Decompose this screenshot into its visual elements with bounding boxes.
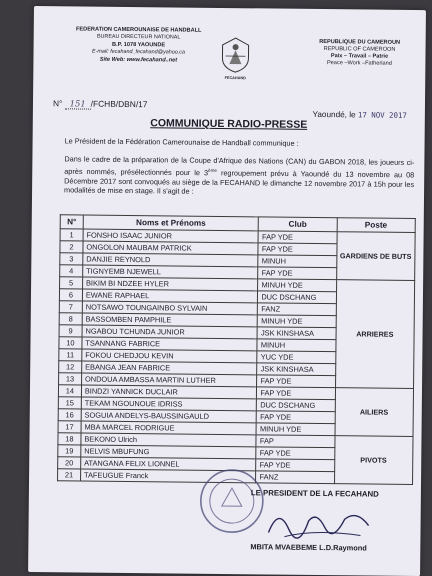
body-paragraph: [64, 154, 414, 198]
player-club: MINUH YDE: [258, 315, 336, 328]
player-club: JSK KINSHASA: [257, 363, 335, 376]
player-club: FAP YDE: [257, 375, 335, 388]
handwritten-signature-icon: [264, 502, 374, 543]
player-name: ONGOLON MAUBAM PATRICK: [83, 241, 259, 255]
position-group: GARDIENS DE BUTS: [336, 232, 415, 281]
player-club: FAP YDE: [256, 447, 334, 460]
emblem-label: FECAHAND: [224, 75, 246, 81]
player-name: TIGNYEMB NJEWELL: [83, 265, 259, 279]
federation-bureau: BUREAU DIRECTEUR NATIONAL: [96, 34, 181, 41]
row-number: 9: [59, 325, 82, 337]
position-group: AILIERS: [335, 388, 414, 437]
reference-suffix: /FCHB/DBN/17: [90, 98, 148, 110]
player-club: FANZ: [256, 471, 334, 484]
player-table: [57, 214, 416, 485]
signatory-name: MBITA MVAEBEME L.D.Raymond: [250, 542, 367, 553]
player-name: DANJIE REYNOLD: [83, 253, 259, 267]
row-number: 16: [58, 409, 81, 421]
row-number: 12: [59, 361, 82, 373]
player-club: FAP YDE: [258, 231, 336, 244]
republic-header: [309, 39, 409, 68]
player-name: NOTSAWO TOUNGAINBO SYLVAIN: [82, 301, 258, 315]
row-number: 14: [58, 385, 81, 397]
player-club: FANZ: [258, 303, 336, 316]
player-club: JSK KINSHASA: [257, 327, 335, 340]
header-number: N°: [60, 215, 83, 229]
row-number: 6: [59, 289, 82, 301]
row-number: 7: [59, 301, 82, 313]
player-club: DUC DSCHANG: [257, 399, 335, 412]
player-name: MBA MARCEL RODRIGUE: [81, 421, 257, 435]
motto-en: Peace –Work –Fatherland: [326, 60, 392, 67]
player-name: TSANNANG FABRICE: [82, 337, 258, 351]
federation-header: [63, 26, 213, 65]
player-club: YUC YDE: [257, 351, 335, 364]
reference-number: [53, 98, 148, 110]
motto-fr: Paix – Travail – Patrie: [330, 53, 389, 60]
row-number: 20: [58, 457, 81, 469]
federation-email: E-mail: fecahand_fecahand@yahoo.ca: [91, 48, 186, 56]
player-name: EBANGA JEAN FABRICE: [82, 361, 258, 375]
republic-en: REPUBLIC OF CAMEROON: [323, 46, 396, 53]
player-name: BIKIM BI NDZEE HYLER: [82, 277, 258, 291]
row-number: 1: [60, 229, 83, 241]
date-place: Yaoundé, le: [312, 109, 356, 120]
player-club: FAP: [256, 435, 334, 448]
reference-prefix: N°: [52, 98, 63, 109]
player-club: MINUH YDE: [256, 423, 334, 436]
header-club: Club: [259, 217, 337, 232]
row-number: 2: [60, 241, 83, 253]
player-name: NELVIS MBUFUNG: [81, 445, 257, 459]
player-name: TEKAM NGOUNOUE IDRISS: [81, 397, 257, 411]
player-name: NGABOU TCHUNDA JUNIOR: [82, 325, 258, 339]
player-name: BASSOMBEN PAMPHILE: [82, 313, 258, 327]
player-name: EWANE RAPHAEL: [82, 289, 258, 303]
player-name: FONSHO ISAAC JUNIOR: [83, 229, 259, 243]
fecahand-emblem-icon: [219, 36, 251, 74]
official-seal-icon: [196, 466, 267, 537]
position-group: ARRIERES: [335, 280, 415, 389]
player-club: FAP YDE: [257, 411, 335, 424]
federation-name: FEDERATION CAMEROUNAISE DE HANDBALL: [75, 26, 202, 34]
document-page: [28, 6, 426, 576]
player-club: DUC DSCHANG: [258, 291, 336, 304]
row-number: 13: [59, 373, 82, 385]
paragraph-sup: ème: [208, 167, 218, 173]
header-name: Noms et Prénoms: [83, 215, 259, 231]
republic-fr: REPUBLIQUE DU CAMEROUN: [319, 38, 401, 46]
row-number: 11: [59, 349, 82, 361]
paragraph-part1: Dans le cadre de la préparation de la Coupe d'Afrique des Nations (CAN) du GABON 2018, les joueurs ci-après nommés, présélectionnés pour le 3: [64, 154, 415, 177]
player-name: SOGUIA ANDELYS-BAUSSINGAULD: [81, 409, 257, 423]
header-position: Poste: [337, 218, 416, 233]
player-club: MINUH: [258, 255, 336, 268]
player-club: FAP YDE: [258, 243, 336, 256]
player-name: FOKOU CHEDJOU KEVIN: [82, 349, 258, 363]
player-name: ATANGANA FELIX LIONNEL: [81, 457, 257, 471]
federation-address: B.P. 1078 YAOUNDE: [112, 41, 166, 49]
paragraph-part2: regroupement prévu à Yaoundé du 13 novembre au 08 Décembre 2017 sont convoqués au siège de la FECAHAND le dimanche 12 novembre 2017 à 15h pour les modalités de mise en stage. Il s'agit de :: [64, 167, 415, 196]
row-number: 8: [59, 313, 82, 325]
document-title: COMMUNIQUE RADIO-PRESSE: [150, 117, 308, 131]
row-number: 18: [58, 433, 81, 445]
row-number: 10: [59, 337, 82, 349]
player-club: FAP YDE: [258, 267, 336, 280]
player-club: MINUH YDE: [258, 279, 336, 292]
row-number: 21: [58, 469, 81, 481]
row-number: 4: [60, 265, 83, 277]
signature-title: LE PRESIDENT DE LA FECAHAND: [250, 488, 379, 499]
row-number: 5: [60, 277, 83, 289]
reference-handwritten: 151: [65, 98, 91, 109]
player-name: TAFEUGUE Franck: [80, 469, 256, 483]
table-body: [58, 229, 416, 485]
player-club: FAP YDE: [256, 459, 334, 472]
row-number: 3: [60, 253, 83, 265]
row-number: 19: [58, 445, 81, 457]
player-name: BEKONO Ulrich: [81, 433, 257, 447]
player-club: MINUH: [257, 339, 335, 352]
player-name: ONDOUA AMBASSA MARTIN LUTHER: [81, 373, 257, 387]
player-club: FAP YDE: [257, 387, 335, 400]
intro-line: Le Président de la Fédération Camerounaise de Handball communique :: [64, 136, 299, 148]
player-name: BINDZI YANNICK DUCLAIR: [81, 385, 257, 399]
position-group: PIVOTS: [334, 436, 413, 485]
row-number: 15: [58, 397, 81, 409]
date-stamp: 17 NOV 2017: [357, 110, 407, 120]
federation-website: Site Web: www.fecahand..net: [99, 56, 178, 64]
row-number: 17: [58, 421, 81, 433]
